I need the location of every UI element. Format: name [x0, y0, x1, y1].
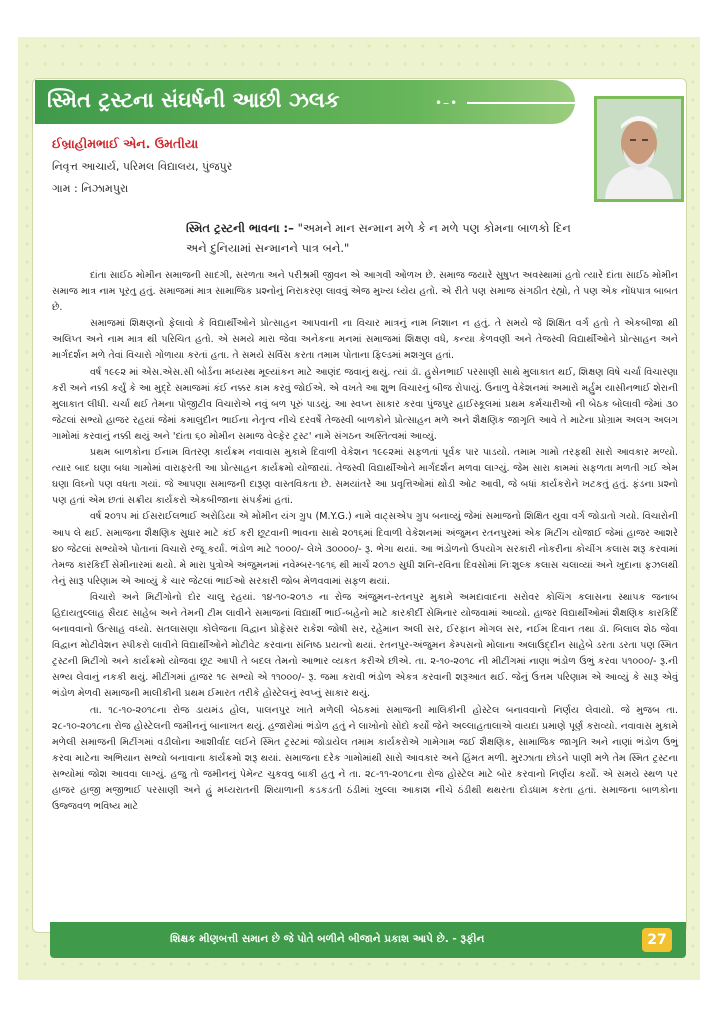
- vision-label: સ્મિત ટ્રસ્ટની ભાવના :–: [186, 221, 294, 235]
- author-name: ઈબ્રાહીમભાઈ એન. ઉમતીયા: [52, 136, 199, 151]
- paragraph: પ્રથમ બાળકોના ઈનામ વિતરણ કાર્યક્રમ નવાવાસ મુકામે દિવાળી વેકેશન ૧૯૯૨માં સફળતાં પૂર્વક પાર પાડયો. તમામ ગામો તરફથી સારો આવકાર મળ્યો. ત્યાર બાદ ઘણા બધા ગામોમાં વારાફરતી આ પ્રોત્સાહન કાર્યક્રમો યોજાયાં. તેજસ્વી વિદ્યાર્થીઓને માર્ગદર્શન મળવા લાગ્યું. જેમ સારા કામમાં સફળતા મળતી ગઈ એમ ઘણા વિઘ્નો પણ વધતા ગયાં. જે આપણા સમાજની દારૂણ વાસ્તવિકતા છે. સમયાંતરે આ પ્રવૃત્તિઓમાં થોડી ઓટ આવી, જે બધાં કાર્યકરોને ખટકતું હતું. ફંડના પ્રશ્નો પણ હતાં એમ છતાં સક્રીય કાર્યકરો એકબીજાના સંપર્કમાં હતાં.: [52, 447, 678, 507]
- paragraph: તા. ૧૮-૧૦-૨૦૧૮ના રોજ ડાયમંડ હોલ, પાલનપુર ખાતે મળેલી બેઠકમાં સમાજની માલિકીની હોસ્ટેલ બનાવવાનો નિર્ણય લેવાયો. જે મુજબ તા. ૨૮-૧૦-૨૦૧૮ના રોજ હોસ્ટેલની જમીનનું બાનાખત થયું. હજારોમાં ભંડોળ હતું ને લાખોનો સોદો કર્યો જેને અલ્લાહતાલાએ વાયદા પ્રમાણે પૂર્ણ કરાવ્યો. નવાવાસ મુકામે મળેલી સમાજની મિટીંગમાં વડીલોના આશીર્વાદ લઈને સ્મિત ટ્રસ્ટમાં જોડાયેલ તમામ કાર્યકરોએ ગામેગામ જઈ શૈક્ષણિક, સામાજિક જાગૃતિ અને નાણાં ભંડોળ ઉભું કરવા માટેના અભિયાન સભ્યો બનાવાના કાર્યક્રમો શરૂ થયાં. સમાજના દરેક ગામોમાંથી સારો આવકાર અને હિંમત મળી. મુરઝાતા છોડને પાણી મળે તેમ સ્મિત ટ્રસ્ટના સભ્યોમાં જોશ આવવા લાગ્યું. હજુ તો જમીનનું પેમેન્ટ ચુકવવુ બાકી હતુ ને તા. ૨૮-૧૧-૨૦૧૮ના રોજ હોસ્ટેલ માટે બોર કરવાનો નિર્ણય કર્યો. એ સમયે સ્થળ પર હાજર હાજી મજીભાઈ પરસાણી અને હું મધ્યરાતની શિયાળાની કડકડતી ઠંડીમાં ખુલ્લા આકાશ નીચે ઠંડીથી થથરતા દોડધામ કરતા હતાં. સમાજના બાળકોના ઉજ્જવળ ભવિષ્ય માટે: [52, 704, 678, 813]
- author-village: ગામ : નિઝામપુરા: [52, 182, 129, 195]
- title-divider: [467, 102, 607, 104]
- article-title: સ્મિત ટ્રસ્ટના સંઘર્ષની આછી ઝલક: [47, 88, 340, 112]
- paragraph: સમાજમાં શિક્ષણનો ફેલાવો કે વિદ્યાર્થીઓને પ્રોત્સાહન આપવાની ના વિચાર માત્રનું નામ નિશાન ન હતું. તે સમયે જે શિક્ષિત વર્ગ હતો તે એકબીજા થી અલિપ્ત અને નામ માત્ર થી પરિચિત હતો. એ સમયે મારા જેવા અનેકના મનમાં સમાજમાં શિક્ષણ વધે, કન્યા કેળવણી અને તેજસ્વી વિદ્યાર્થીઓને પ્રોત્સાહન અને માર્ગદર્શન મળે તેવાં વિચારો ગોળાયા કરતાં હતા. તે સમયે સર્વિસ કરતા તમામ પોતાના ફિલ્ડમાં મશગુલ હતાં.: [52, 318, 678, 362]
- paragraph: વર્ષ ૧૯૯૨ માં એસ.એસ.સી બોર્ડના મધ્યસ્થ મૂલ્યાંકન માટે આણંદ જવાનું થયું. ત્યાં ડૉ. હુસેનભાઈ પરસાણી સાથે મુલાકાત થઈ, શિક્ષણ વિષે ચર્ચા વિચારણા કરી અને નક્કી કર્યું કે આ મુદ્દે સમાજમાં કંઈ નક્કર કામ કરવું જોઈએ. એ વખતે આ શુભ વિચારનું બીજ રોપાયું. ઉનાળુ વેકેશનમાં અમારો મર્હુમ યાસીનભાઈ શેરાની મુલાકાત લીધી. ચર્ચા થઈ તેમના પોજીટીવ વિચારોએ નવું બળ પૂરું પાડયું. આ સ્વપ્ન સાકાર કરવા પુંજપુર હાઈસ્કૂલમાં પ્રથમ કર્મચારીઓ ની બેઠક બોલાવી જેમાં ૩૦ જેટલાં સભ્યો હાજર રહયાં જેમાં કમાલુદીન ભાઈના નેતૃત્વ નીચે દરવર્ષે તેજસ્વી બાળકોને પ્રોત્સાહન મળે અને શૈક્ષણિક જાગૃતિ આવે તે માટેના પ્રોગ્રામ અલગ અલગ ગામોમાં કરવાનું નક્કી થયું અને 'દાંતા ૬૦ મોમીન સમાજ વેલ્ફેર ટ્રસ્ટ' નામે સંગઠન અસ્તિત્વમાં આવ્યું.: [52, 366, 678, 442]
- title-decoration: •–•: [435, 96, 459, 110]
- title-banner: [35, 80, 575, 124]
- author-designation: નિવૃત્ત આચાર્ય, પરિમલ વિદ્યાલય, પુંજપુર: [52, 160, 233, 173]
- vision-text: "અમને માન સન્માન મળે કે ન મળે પણ કોમના બાળકો દિન અને દુનિયામાં સન્માનને પાત્ર બને.": [186, 221, 571, 255]
- portrait-icon: [597, 99, 681, 199]
- trust-vision: [186, 218, 586, 258]
- article-body: [52, 268, 678, 815]
- paragraph: વર્ષ ૨૦૧૫ માં ઈસરાઈલભાઈ અરોડિયા એ મોમીન યંગ ગ્રુપ (M.Y.G.) નામે વાટ્સએપ ગ્રુપ બનાવ્યું જેમાં સમાજનો શિક્ષિત યુવા વર્ગ જોડાતો ગયો. વિચારોની આપ લે થઈ. સમાજના શૈક્ષણિક સુધાર માટે કંઈ કરી છૂટવાની ભાવના સાથે ૨૦૧૬માં દિવાળી વેકેશનમાં અંજુમન રતનપુરમાં એક મિટીંગ યોજાઈ જેમાં હાજર આશરે ૪૦ જેટલાં સભ્યોએ પોતાનાં વિચારો રજૂ કર્યા. ભંડોળ માટે ૧૦૦૦/- લેખે ૩૦૦૦૦/- રૂ. ભેગા થયાં. આ ભંડોળનો ઉપયોગ સરકારી નોકરીના કોચીંગ કલાસ શરૂ કરવામાં તેમજ કારકિર્દી સેમીનારમાં થયો. મે મારા પુત્રોએ અંજુમનમાં નવેમ્બર-૧૯૧૬ થી માર્ચ ૨૦૧૭ સુધી શનિ-રવિના દિવસોમાં નિઃશુલ્ક કલાસ ચલાવ્યાં અને ખુદાના ફઝલથી તેનું સારૂ પરિણામ એ આવ્યું કે ચાર જેટલાં ભાઈઓ સરકારી જોબ મેળવવામાં સફળ થયાં.: [52, 511, 678, 587]
- footer-bar: [50, 922, 686, 958]
- paragraph: વિચારો અને મિટીંગોનો દોર ચાલુ રહયાં. ૧૪-૧૦-૨૦૧૭ ના રોજ અંજુમન-રતનપુર મુકામે અમદાવાદના સરોવર કોચિંગ કલાસના સ્થાપક જનાબ હિદાયતુલ્લાહ સૈયદ સાહેબ અને તેમની ટીમ લાવીને સમાજનાં વિદ્યાર્થી ભાઈ-બહેનો માટે કારકીર્દી સેમિનાર યોજવામાં આવ્યો. હાજર વિદ્યાર્થીઓમાં શૈક્ષણિક કારકિર્દિ બનાવવાનો ઉત્સાહ વધ્યો. સતલાસણા કોલેજના વિદ્વાન પ્રોફેસર રાકેશ જોષી સર, રહેમાન અલી સર, ઈરફાન મોગલ સર, નઈમ દિવાન તથા ડૉ. બિલાલ શેઠ જેવા વિદ્વાન મોટીવેશન સ્પીકરો લાવીને વિદ્યાર્થીઓને મોટીવેટ કરવાના સંનિષ્ઠ પ્રયત્નો થયાં. રતનપુર-અંજુમન કેમ્પસનો મોલાના અલાઉદ્દીન સાહેબે ડરતા ડરતા પણ સ્મિત ટ્રસ્ટની મિટીંગો અને કાર્યક્રમો યોજવા છૂટ આપી તે બદલ તેમનો આભાર વ્યકત કરીએ છીએ. તા. ૨-૧૦-૨૦૧૮ ની મીટીંગમાં નાણા ભંડોળ ઉભું કરવા ૫૧૦૦૦/- રૂ.ની સભ્ય લેવાનું નકકી થયું. મીટીંગમાં હાજર ૧૯ સભ્યો એ ૧૧૦૦૦/- રૂ. જમા કરાવી ભંડોળ એકત્ર કરવાની શરૂઆત થઈ. જેનું ઉત્તમ પરિણામ એ આવ્યું કે સારૂ એવું ભંડોળ મેળવી સમાજની માલીકીની પ્રથમ ઈમારત તરીકે હોસ્ટેલનું સ્વપ્નું સાકાર થયું.: [52, 591, 678, 700]
- page-number-badge: 27: [642, 928, 672, 952]
- author-photo: [594, 96, 684, 202]
- paragraph: દાંતા સાઈઠ મોમીન સમાજની સાદગી, સરળતા અને પરીશ્રમી જીવન એ આગવી ઓળખ છે. સમાજ જયારે સુષુપ્ત અવસ્થામાં હતો ત્યારે દાંતા સાઈઠ મોમીન સમાજ માત્ર નામ પૂરતુ હતું. સમાજમાં માત્ર સામાજિક પ્રશ્નોનું નિરાકરણ લાવવું એજ મુખ્ય ધ્યેય હતો. એ રીતે પણ સમાજ સંગઠીત રહ્યો, તે પણ એક નોંધપાત્ર બાબત છે.: [52, 270, 678, 314]
- footer-quote: શિક્ષક મીણબત્તી સમાન છે જે પોતે બળીને બીજાને પ્રકાશ આપે છે. - રૂફીન: [170, 933, 485, 945]
